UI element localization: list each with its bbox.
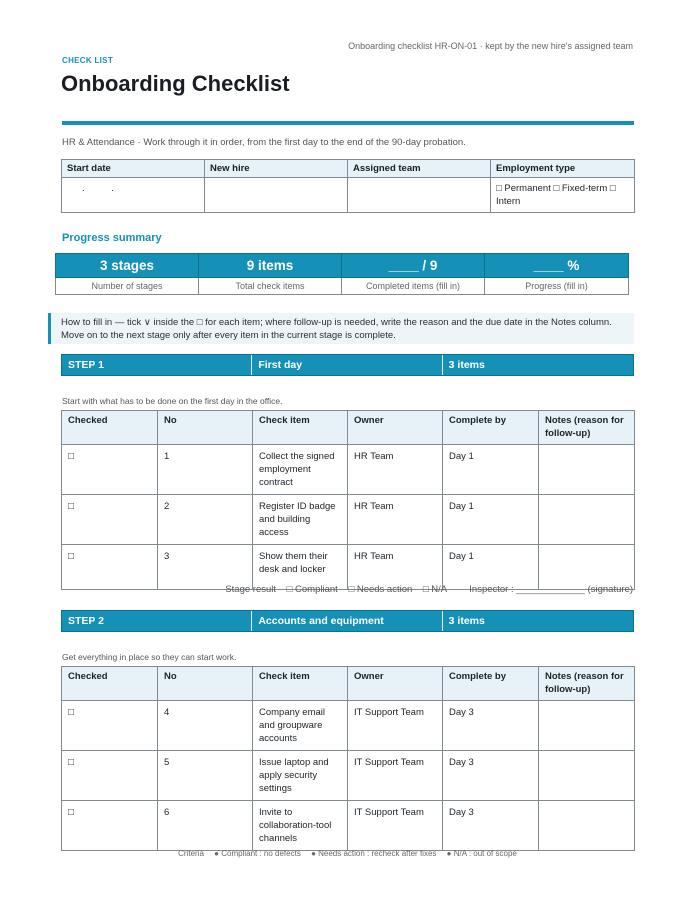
assigned-team-field[interactable] — [348, 178, 491, 213]
stage-result-label: Stage result — [225, 584, 277, 595]
step-1-bar — [61, 354, 634, 376]
table-row — [62, 701, 635, 751]
step-2-count: 3 items — [448, 615, 485, 627]
progress-percent-caption: Progress (fill in) — [485, 278, 629, 295]
item-checkbox[interactable]: □ — [62, 545, 158, 590]
how-to-fill-in-note: How to fill in — tick ∨ inside the □ for each item; where follow-up is needed, write the reason and the due date in the Notes column. Move on to the next stage only after every item in the current stage is complete. — [48, 313, 634, 344]
progress-percent-field[interactable]: ____ % — [485, 254, 629, 278]
item-notes-field[interactable] — [539, 445, 635, 495]
item-notes-field[interactable] — [539, 545, 635, 590]
col-no: No — [158, 667, 253, 701]
item-text: Collect the signed employment contract — [253, 445, 348, 495]
page-title: Onboarding Checklist — [61, 71, 290, 96]
item-text: Register ID badge and building access — [253, 495, 348, 545]
col-checked: Checked — [62, 667, 158, 701]
item-checkbox[interactable]: □ — [62, 751, 158, 801]
item-complete-by: Day 1 — [443, 495, 539, 545]
item-owner: HR Team — [348, 545, 443, 590]
col-complete-by: Complete by — [443, 411, 539, 445]
step-1-description: Start with what has to be done on the first day in the office. — [62, 396, 283, 406]
item-owner: HR Team — [348, 445, 443, 495]
info-table — [61, 159, 635, 213]
stage-result-na[interactable]: □ N/A — [422, 584, 447, 595]
col-complete-by: Complete by — [443, 667, 539, 701]
stages-count-caption: Number of stages — [56, 278, 199, 295]
stage-result-compliant[interactable]: □ Compliant — [286, 584, 338, 595]
start-date-field[interactable]: . . — [62, 178, 205, 213]
item-number: 4 — [158, 701, 253, 751]
col-notes: Notes (reason for follow-up) — [539, 411, 635, 445]
header-new-hire: New hire — [205, 160, 348, 178]
inspector-signature-field[interactable]: Inspector : _____________ (signature) — [469, 584, 633, 595]
criteria-label: Criteria — [178, 849, 204, 858]
table-row — [62, 545, 635, 590]
item-checkbox[interactable]: □ — [62, 495, 158, 545]
kicker-label: CHECK LIST — [62, 56, 113, 65]
step-2-items-table — [61, 666, 635, 851]
step-2-name: Accounts and equipment — [252, 611, 442, 631]
criteria-legend — [0, 849, 695, 858]
step-1-label: STEP 1 — [62, 355, 252, 375]
table-row — [62, 445, 635, 495]
item-number: 5 — [158, 751, 253, 801]
header-start-date: Start date — [62, 160, 205, 178]
item-text: Issue laptop and apply security settings — [253, 751, 348, 801]
col-no: No — [158, 411, 253, 445]
item-number: 6 — [158, 801, 253, 851]
table-row — [62, 751, 635, 801]
col-notes: Notes (reason for follow-up) — [539, 667, 635, 701]
criteria-compliant: ● Compliant : no defects — [214, 849, 301, 858]
item-notes-field[interactable] — [539, 801, 635, 851]
col-owner: Owner — [348, 667, 443, 701]
item-number: 2 — [158, 495, 253, 545]
step-2-label: STEP 2 — [62, 611, 252, 631]
item-notes-field[interactable] — [539, 701, 635, 751]
step-2-description: Get everything in place so they can start work. — [62, 652, 237, 662]
item-owner: IT Support Team — [348, 701, 443, 751]
page-subtitle: HR & Attendance · Work through it in order, from the first day to the end of the 90-day probation. — [62, 137, 466, 148]
total-items-value: 9 items — [199, 254, 342, 278]
step-2-bar — [61, 610, 634, 632]
item-number: 3 — [158, 545, 253, 590]
item-text: Show them their desk and locker — [253, 545, 348, 590]
col-check-item: Check item — [253, 411, 348, 445]
item-notes-field[interactable] — [539, 751, 635, 801]
total-items-caption: Total check items — [199, 278, 342, 295]
item-owner: IT Support Team — [348, 801, 443, 851]
item-checkbox[interactable]: □ — [62, 701, 158, 751]
item-notes-field[interactable] — [539, 495, 635, 545]
completed-items-field[interactable]: ____ / 9 — [342, 254, 485, 278]
item-checkbox[interactable]: □ — [62, 445, 158, 495]
header-assigned-team: Assigned team — [348, 160, 491, 178]
item-text: Invite to collaboration-tool channels — [253, 801, 348, 851]
col-check-item: Check item — [253, 667, 348, 701]
criteria-na: ● N/A : out of scope — [446, 849, 517, 858]
item-text: Company email and groupware accounts — [253, 701, 348, 751]
document-reference-note: Onboarding checklist HR-ON-01 · kept by the new hire's assigned team — [348, 41, 633, 51]
item-number: 1 — [158, 445, 253, 495]
item-complete-by: Day 3 — [443, 701, 539, 751]
item-complete-by: Day 1 — [443, 545, 539, 590]
stage-result-needs-action[interactable]: □ Needs action — [348, 584, 413, 595]
stage-result-row — [217, 584, 633, 595]
col-owner: Owner — [348, 411, 443, 445]
progress-summary-heading: Progress summary — [62, 232, 162, 244]
criteria-needs-action: ● Needs action : recheck after fixes — [311, 849, 437, 858]
table-row — [62, 801, 635, 851]
table-row — [62, 495, 635, 545]
item-checkbox[interactable]: □ — [62, 801, 158, 851]
item-complete-by: Day 3 — [443, 751, 539, 801]
step-1-items-table — [61, 410, 635, 590]
completed-items-caption: Completed items (fill in) — [342, 278, 485, 295]
item-complete-by: Day 1 — [443, 445, 539, 495]
progress-summary-table — [55, 253, 629, 295]
step-1-count: 3 items — [448, 359, 485, 371]
employment-type-field[interactable]: □ Permanent □ Fixed-term □ Intern — [491, 178, 635, 213]
item-complete-by: Day 3 — [443, 801, 539, 851]
new-hire-field[interactable] — [205, 178, 348, 213]
item-owner: IT Support Team — [348, 751, 443, 801]
col-checked: Checked — [62, 411, 158, 445]
title-divider — [62, 121, 634, 125]
item-owner: HR Team — [348, 495, 443, 545]
stages-count-value: 3 stages — [56, 254, 199, 278]
header-employment-type: Employment type — [491, 160, 635, 178]
step-1-name: First day — [252, 355, 442, 375]
